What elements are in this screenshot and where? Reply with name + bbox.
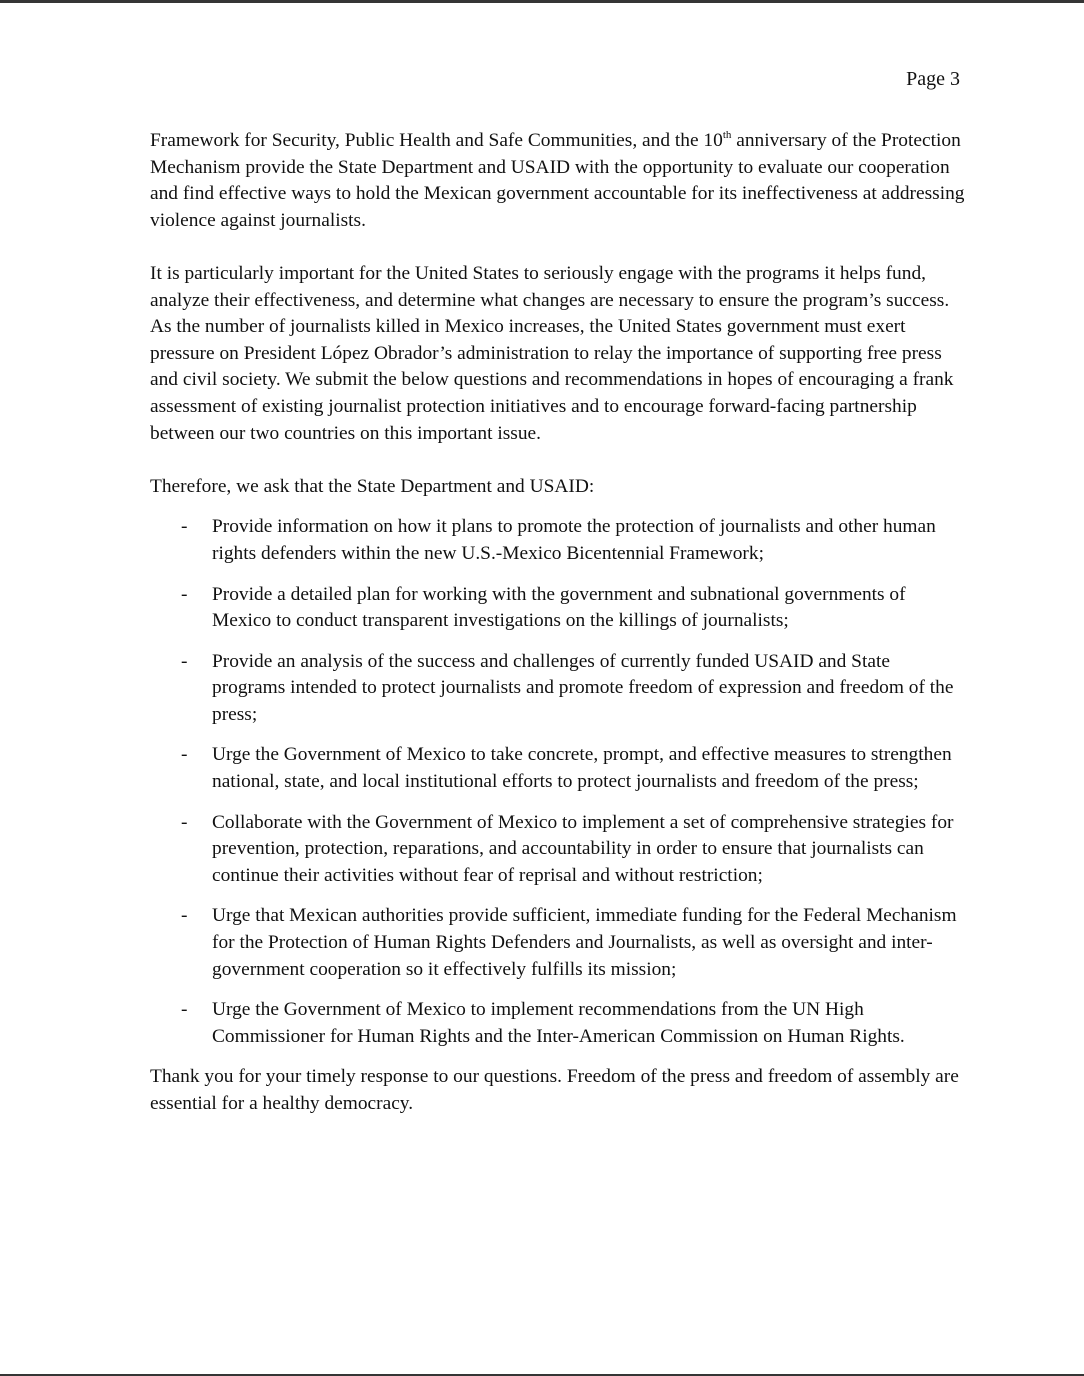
list-item-text: Collaborate with the Government of Mexico to implement a set of comprehensive strategies for prevention, protection, reparations, and accountability in order to ensure that journalists can continue their activities without fear of reprisal and without restriction; bbox=[212, 811, 954, 886]
letter-body bbox=[150, 128, 965, 1144]
list-item-text: Provide information on how it plans to promote the protection of journalists and other human rights defenders within the new U.S.-Mexico Bicentennial Framework; bbox=[212, 516, 936, 564]
dash-bullet-icon: - bbox=[181, 905, 188, 927]
list-item-text: Provide an analysis of the success and challenges of currently funded USAID and State programs intended to protect journalists and promote freedom of expression and freedom of the press; bbox=[212, 650, 954, 725]
list-item bbox=[150, 810, 965, 890]
list-item bbox=[150, 997, 965, 1050]
list-item-text: Urge the Government of Mexico to implement recommendations from the UN High Commissioner for Human Rights and the Inter-American Commission on Human Rights. bbox=[212, 999, 905, 1047]
list-item bbox=[150, 514, 965, 567]
list-item-text: Urge that Mexican authorities provide sufficient, immediate funding for the Federal Mechanism for the Protection of Human Rights Defenders and Journalists, as well as oversight and inter-government cooperation so it effectively fulfills its mission; bbox=[212, 905, 957, 980]
dash-bullet-icon: - bbox=[181, 650, 188, 672]
paragraph-framework-text-b: anniversary of the Protection Mechanism provide the State Department and USAID with the opportunity to evaluate our cooperation and find effective ways to hold the Mexican government accountable for its ineffectiveness at addressing violence against journalists. bbox=[150, 130, 965, 231]
ordinal-superscript: th bbox=[722, 129, 732, 141]
list-item bbox=[150, 649, 965, 729]
list-item bbox=[150, 742, 965, 795]
top-border bbox=[0, 0, 1084, 3]
list-item-text: Urge the Government of Mexico to take concrete, prompt, and effective measures to strengthen national, state, and local institutional efforts to protect journalists and freedom of the press; bbox=[212, 744, 952, 793]
dash-bullet-icon: - bbox=[181, 516, 188, 538]
list-item bbox=[150, 582, 965, 635]
dash-bullet-icon: - bbox=[181, 999, 188, 1021]
paragraph-engagement: It is particularly important for the United States to seriously engage with the programs it helps fund, analyze their effectiveness, and determine what changes are necessary to ensure the program’s success. As the number of journalists killed in Mexico increases, the United States government must exert pressure on President López Obrador’s administration to relay the importance of supporting free press and civil society. We submit the below questions and recommendations in hopes of encouraging a frank assessment of existing journalist protection initiatives and to encourage forward-facing partnership between our two countries on this important issue. bbox=[150, 262, 954, 444]
dash-bullet-icon: - bbox=[181, 744, 188, 766]
list-item-text: Provide a detailed plan for working with the government and subnational governments of Mexico to conduct transparent investigations on the killings of journalists; bbox=[212, 583, 906, 632]
list-item bbox=[150, 903, 965, 983]
page-number: Page 3 bbox=[906, 68, 960, 90]
dash-bullet-icon: - bbox=[181, 583, 188, 605]
dash-bullet-icon: - bbox=[181, 811, 188, 833]
paragraph-framework bbox=[150, 128, 965, 234]
paragraph-closing: Thank you for your timely response to our questions. Freedom of the press and freedom of assembly are essential for a healthy democracy. bbox=[150, 1066, 959, 1114]
paragraph-framework-text-a: Framework for Security, Public Health and Safe Communities, and the 10 bbox=[150, 130, 723, 151]
paragraph-request-intro: Therefore, we ask that the State Department and USAID: bbox=[150, 475, 595, 497]
recommendations-list bbox=[150, 514, 965, 1050]
